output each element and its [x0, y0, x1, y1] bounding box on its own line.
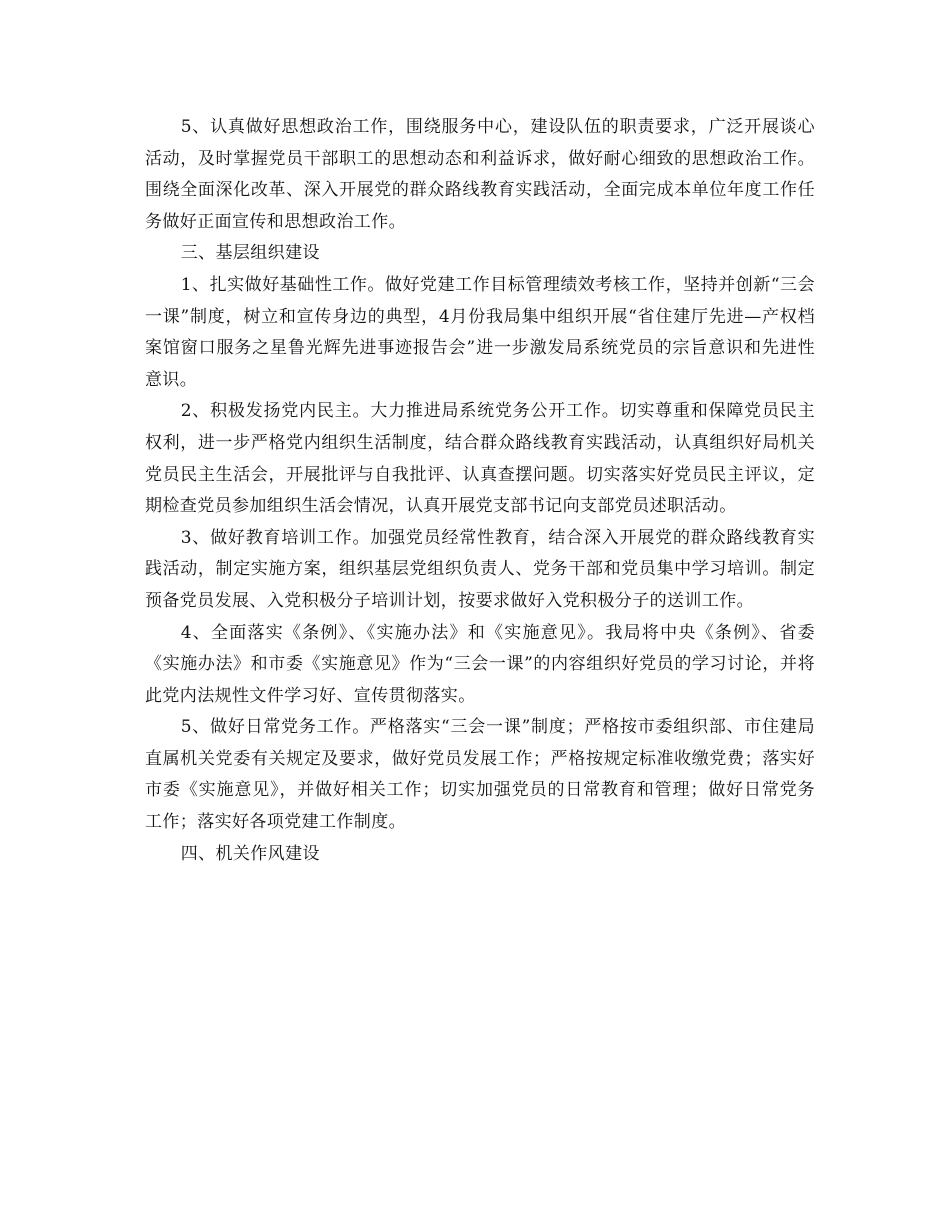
document-body — [145, 112, 815, 870]
paragraph-daily-party-affairs: 5、做好日常党务工作。严格落实“三会一课”制度；严格按市委组织部、市住建局直属机关党委有关规定及要求，做好党员发展工作；严格按规定标准收缴党费；落实好市委《实施意见》，并做好相关工作；切实加强党员的日常教育和管理；做好日常党务工作；落实好各项党建工作制度。 — [145, 717, 815, 833]
paragraph-implement-regulations: 4、全面落实《条例》、《实施办法》和《实施意见》。我局将中央《条例》、省委《实施办法》和市委《实施意见》作为“三会一课”的内容组织好党员的学习讨论，并将此党内法规性文件学习好、宣传贯彻落实。 — [145, 622, 815, 706]
paragraph-political-work: 5、认真做好思想政治工作，围绕服务中心，建设队伍的职责要求，广泛开展谈心活动，及时掌握党员干部职工的思想动态和利益诉求，做好耐心细致的思想政治工作。围绕全面深化改革、深入开展党的群众路线教育实践活动，全面完成本单位年度工作任务做好正面宣传和思想政治工作。 — [145, 117, 815, 232]
section-heading-grassroots: 三、基层组织建设 — [180, 243, 320, 264]
paragraph-inner-party-democracy: 2、积极发扬党内民主。大力推进局系统党务公开工作。切实尊重和保障党员民主权利，进一步严格党内组织生活制度，结合群众路线教育实践活动，认真组织好局机关党员民主生活会，开展批评与自我批评、认真查摆问题。切实落实好党员民主评议，定期检查党员参加组织生活会情况，认真开展党支部书记向支部党员述职活动。 — [145, 401, 815, 517]
section-heading-work-style: 四、机关作风建设 — [180, 843, 320, 864]
paragraph-foundational-work: 1、扎实做好基础性工作。做好党建工作目标管理绩效考核工作，坚持并创新“三会一课”制度，树立和宣传身边的典型，4月份我局集中组织开展“省住建厅先进—产权档案馆窗口服务之星鲁光辉先进事迹报告会”进一步激发局系统党员的宗旨意识和先进性意识。 — [145, 274, 815, 390]
paragraph-education-training: 3、做好教育培训工作。加强党员经常性教育，结合深入开展党的群众路线教育实践活动，制定实施方案，组织基层党组织负责人、党务干部和党员集中学习培训。制定预备党员发展、入党积极分子培训计划，按要求做好入党积极分子的送训工作。 — [145, 527, 815, 611]
